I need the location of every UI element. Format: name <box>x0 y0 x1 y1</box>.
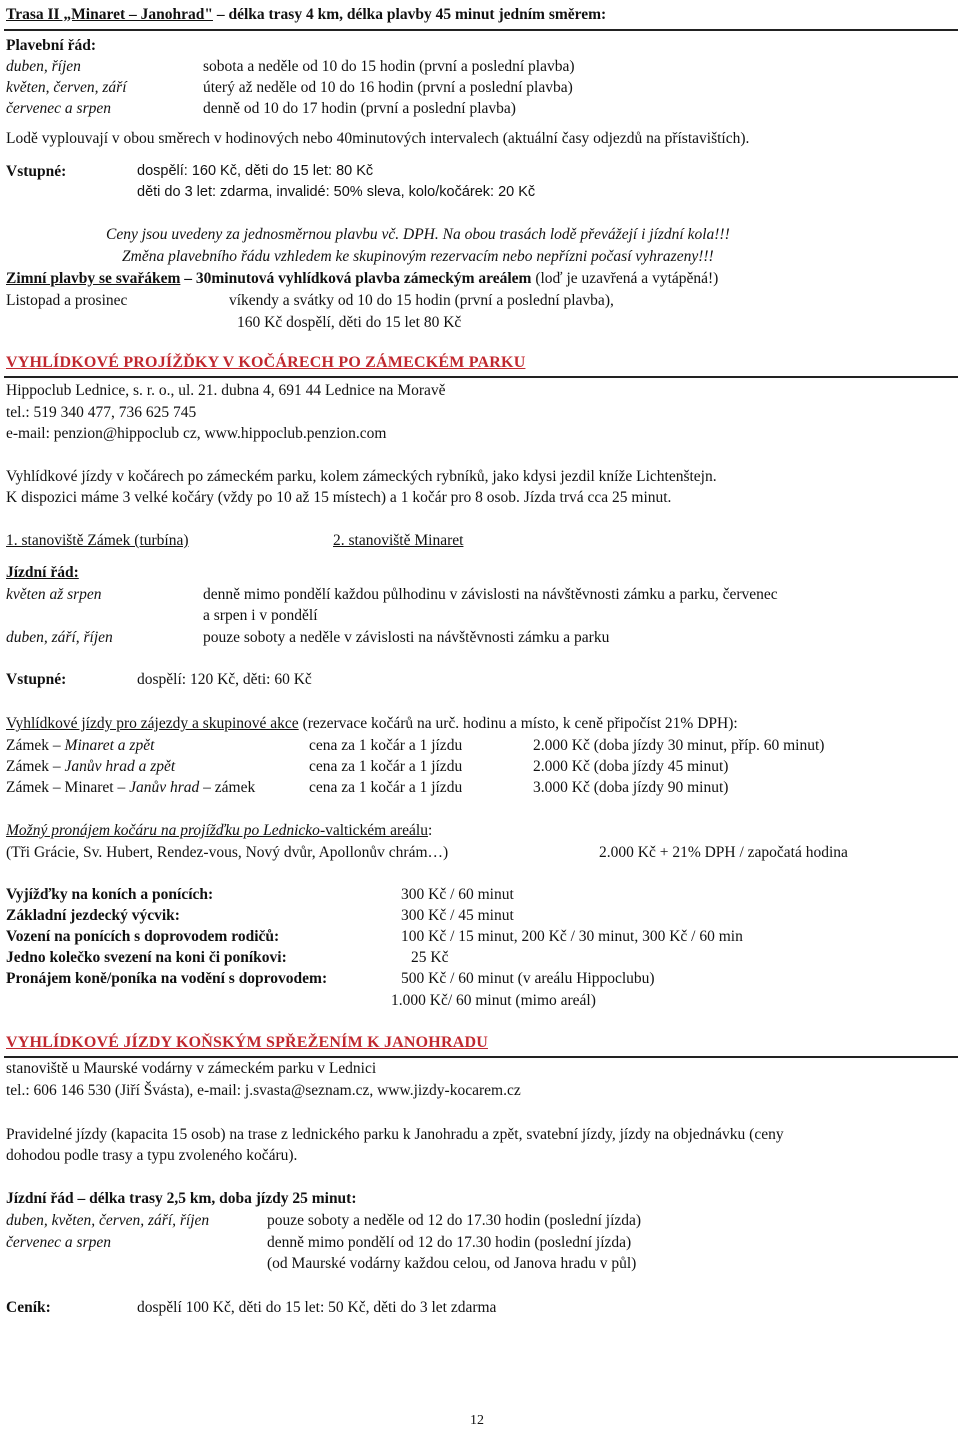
plan-desc-3: denně od 10 do 17 hodin (první a poslední plavba) <box>203 100 516 117</box>
team-desc-1: Pravidelné jízdy (kapacita 15 osob) na trase z lednického parku k Janohradu a zpět, svatební jízdy, jízdy na objednávku (ceny <box>6 1126 784 1143</box>
horse-extra-price: 1.000 Kč/ 60 minut (mimo areál) <box>391 992 596 1009</box>
group-rides-rest: (rezervace kočárů na urč. hodinu a místo, k ceně připočíst 21% DPH): <box>298 715 738 732</box>
plan-period-2: květen, červen, září <box>6 79 127 96</box>
winter-price: 160 Kč dospělí, děti do 15 let 80 Kč <box>237 314 462 331</box>
horse-item-5-label: Pronájem koně/poníka na vodění s doprovodem: <box>6 970 328 987</box>
rent-price: 2.000 Kč + 21% DPH / započatá hodina <box>599 844 848 861</box>
route-2-title: Trasa II „Minaret – Janohrad" <box>6 6 213 23</box>
horse-item-4-label: Jedno kolečko svezení na koni či poníkovi: <box>6 949 287 966</box>
carriage-stop-1: 1. stanoviště Zámek (turbína) <box>6 532 189 549</box>
route-row-3-dest: Janův hrad <box>129 779 200 796</box>
carriages-rule <box>4 376 958 378</box>
rent-title: Možný pronájem kočáru na projížďku po Lednicko <box>6 822 320 839</box>
route-row-3-price: 3.000 Kč (doba jízdy 90 minut) <box>533 779 729 796</box>
carriages-desc-2: K dispozici máme 3 velké kočáry (vždy po 10 až 15 místech) a 1 kočár pro 8 osob. Jízda trvá cca 25 minut. <box>6 489 672 506</box>
plan-period-1: duben, říjen <box>6 58 81 75</box>
team-desc-2: dohodou podle trasy a typu zvoleného kočáru). <box>6 1147 298 1164</box>
carriages-address: Hippoclub Lednice, s. r. o., ul. 21. dubna 4, 691 44 Lednice na Moravě <box>6 382 446 399</box>
carriage-desc-2: pouze soboty a neděle v závislosti na návštěvnosti zámku a parku <box>203 629 610 646</box>
route-row-1 <box>6 735 154 756</box>
plan-desc-1: sobota a neděle od 10 do 15 hodin (první a poslední plavba) <box>203 58 575 75</box>
route-row-2-cena: cena za 1 kočár a 1 jízdu <box>309 758 463 775</box>
route-row-3-cena: cena za 1 kočár a 1 jízdu <box>309 779 463 796</box>
route-row-1-from: Zámek – <box>6 737 65 754</box>
group-rides-title: Vyhlídkové jízdy pro zájezdy a skupinové akce <box>6 715 299 732</box>
horse-item-1-price: 300 Kč / 60 minut <box>401 886 514 903</box>
horse-item-3-label: Vození na ponících s doprovodem rodičů: <box>6 928 280 945</box>
plan-desc-2: úterý až neděle od 10 do 16 hodin (první a poslední plavba) <box>203 79 573 96</box>
route-2-heading <box>6 4 606 25</box>
carriage-stop-2: 2. stanoviště Minaret <box>333 532 464 549</box>
team-desc-row-1: pouze soboty a neděle od 12 do 17.30 hodin (poslední jízda) <box>267 1212 642 1229</box>
carriage-fee: dospělí: 120 Kč, děti: 60 Kč <box>137 671 312 688</box>
team-desc-row-2: denně mimo pondělí od 12 do 17.30 hodin (poslední jízda) <box>267 1234 632 1251</box>
winter-cruise-line <box>6 268 718 289</box>
horse-item-2-label: Základní jezdecký výcvik: <box>6 907 180 924</box>
carriages-email: e-mail: penzion@hippoclub cz, www.hippoclub.penzion.com <box>6 425 387 442</box>
fee-label: Vstupné: <box>6 163 67 180</box>
plan-period-3: červenec a srpen <box>6 100 112 117</box>
route-row-3-end: – zámek <box>199 779 256 796</box>
route-row-2-dest: Janův hrad a zpět <box>64 758 176 775</box>
note-changes: Změna plavebního řádu vzhledem ke skupinovým rezervacím nebo nepřízni počasí vyhrazeny!!! <box>122 248 714 265</box>
winter-cruise-title: Zimní plavby se svařákem <box>6 270 181 287</box>
carriage-desc-1b: a srpen i v pondělí <box>203 607 318 624</box>
route-row-3 <box>6 777 255 798</box>
horse-item-5-price: 500 Kč / 60 minut (v areálu Hippoclubu) <box>401 970 655 987</box>
route-2-rule <box>4 29 958 31</box>
rent-places: (Tři Grácie, Sv. Hubert, Rendez-vous, Nový dvůr, Apollonův chrám…) <box>6 844 449 861</box>
carriages-desc-1: Vyhlídkové jízdy v kočárech po zámeckém parku, kolem zámeckých rybníků, jako kdysi jezdil kníže Lichtenštejn. <box>6 468 717 485</box>
horse-item-1-label: Vyjížďky na koních a ponících: <box>6 886 214 903</box>
route-row-2-price: 2.000 Kč (doba jízdy 45 minut) <box>533 758 729 775</box>
team-place: stanoviště u Maurské vodárny v zámeckém parku v Lednici <box>6 1060 377 1077</box>
horse-item-4-price: 25 Kč <box>411 949 449 966</box>
team-schedule-label: Jízdní řád – délka trasy 2,5 km, doba jízdy 25 minut: <box>6 1190 357 1207</box>
route-row-1-cena: cena za 1 kočár a 1 jízdu <box>309 737 463 754</box>
carriage-desc-1a: denně mimo pondělí každou půlhodinu v závislosti na návštěvnosti zámku a parku, červenec <box>203 586 778 603</box>
route-row-1-dest: Minaret a zpět <box>64 737 155 754</box>
route-row-2 <box>6 756 175 777</box>
rent-line <box>6 820 432 841</box>
route-row-1-price: 2.000 Kč (doba jízdy 30 minut, příp. 60 minut) <box>533 737 825 754</box>
rent-title-rest: -valtickém areálu <box>319 822 428 839</box>
winter-desc: víkendy a svátky od 10 do 15 hodin (první a poslední plavba), <box>229 292 614 309</box>
group-rides-line <box>6 713 738 734</box>
departures-text: Lodě vyplouvají v obou směrech v hodinových nebo 40minutových intervalech (aktuální časy odjezdů na přístavištích). <box>6 130 750 147</box>
fee-line-1: dospělí: 160 Kč, děti do 15 let: 80 Kč <box>137 163 374 179</box>
team-contact: tel.: 606 146 530 (Jiří Švásta), e-mail: j.svasta@seznam.cz, www.jizdy-kocarem.cz <box>6 1082 521 1099</box>
plan-label: Plavební řád: <box>6 37 96 54</box>
carriages-heading: VYHLÍDKOVÉ PROJÍŽĎKY V KOČÁRECH PO ZÁMECKÉM PARKU <box>6 354 526 371</box>
horse-item-3-price: 100 Kč / 15 minut, 200 Kč / 30 minut, 300 Kč / 60 min <box>401 928 743 945</box>
carriage-period-2: duben, září, říjen <box>6 629 113 646</box>
carriages-phone: tel.: 519 340 477, 736 625 745 <box>6 404 197 421</box>
route-2-title-rest: – délka trasy 4 km, délka plavby 45 minut jedním směrem: <box>212 6 607 23</box>
winter-cruise-bold: – 30minutová vyhlídková plavba zámeckým areálem <box>180 270 532 287</box>
carriage-fee-label: Vstupné: <box>6 671 67 688</box>
fee-line-2: děti do 3 let: zdarma, invalidé: 50% sleva, kolo/kočárek: 20 Kč <box>137 184 536 200</box>
route-row-3-from: Zámek – Minaret – <box>6 779 130 796</box>
carriage-period-1: květen až srpen <box>6 586 102 603</box>
team-price-label: Ceník: <box>6 1299 51 1316</box>
route-row-2-from: Zámek – <box>6 758 65 775</box>
team-desc-row-2b: (od Maurské vodárny každou celou, od Janova hradu v půl) <box>267 1255 637 1272</box>
team-period-2: červenec a srpen <box>6 1234 112 1251</box>
team-period-1: duben, květen, červen, září, říjen <box>6 1212 210 1229</box>
winter-period: Listopad a prosinec <box>6 292 128 309</box>
team-price: dospělí 100 Kč, děti do 15 let: 50 Kč, děti do 3 let zdarma <box>137 1299 497 1316</box>
note-bikes: Ceny jsou uvedeny za jednosměrnou plavbu vč. DPH. Na obou trasách lodě převážejí i jízdní kola!!! <box>106 226 730 243</box>
winter-cruise-note: (loď je uzavřená a vytápěná!) <box>531 270 719 287</box>
team-heading: VYHLÍDKOVÉ JÍZDY KOŇSKÝM SPŘEŽENÍM K JANOHRADU <box>6 1034 488 1051</box>
rent-colon: : <box>427 822 433 839</box>
horse-item-2-price: 300 Kč / 45 minut <box>401 907 514 924</box>
carriage-schedule-label: Jízdní řád: <box>6 564 79 581</box>
page-number: 12 <box>470 1413 484 1428</box>
